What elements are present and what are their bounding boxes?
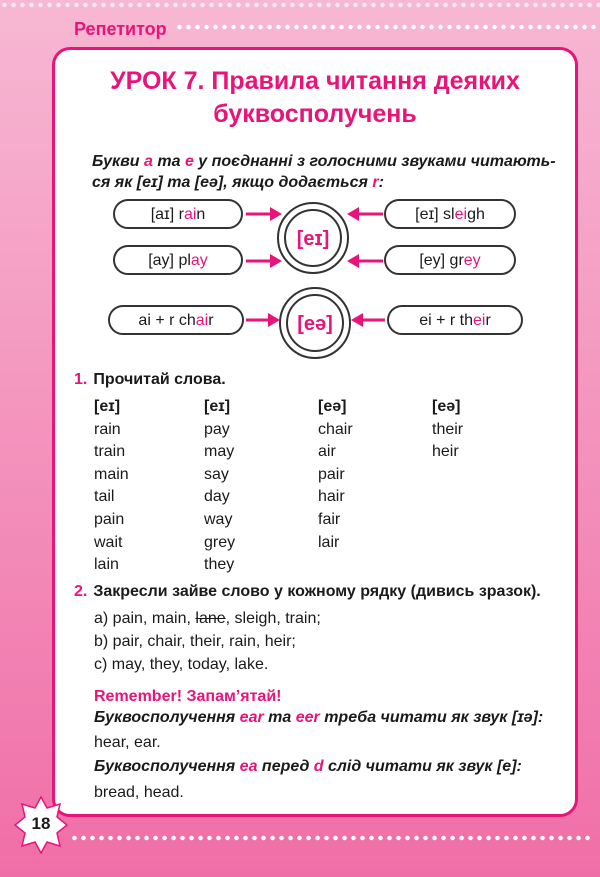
word: their [432, 420, 464, 438]
circle-ei: [eɪ] [284, 209, 342, 267]
rule-highlight: ea [239, 758, 258, 775]
word: may [204, 443, 235, 461]
word: tail [94, 488, 115, 506]
rule-ear-eer [94, 709, 543, 727]
task1-label: Прочитай слова. [93, 371, 226, 388]
lesson-title [52, 65, 578, 131]
pill-highlight: ay [190, 252, 208, 269]
task2-row-a [94, 610, 321, 628]
column-header: [eɪ] [204, 398, 231, 415]
word: main [94, 465, 129, 483]
word-column [94, 396, 129, 577]
lesson-title-line2: буквосполучень [213, 100, 417, 128]
word-column [432, 396, 463, 464]
word: fair [318, 510, 341, 528]
word: wait [94, 533, 123, 551]
rule-text: слід читати як звук [e]: [323, 758, 522, 775]
arrow-left-icon [351, 312, 385, 328]
letter-r: r [372, 174, 379, 191]
header-label: Репетитор [74, 19, 167, 39]
arrow-right-icon [246, 312, 280, 328]
word: pair [318, 465, 345, 483]
word: say [204, 465, 229, 483]
pill-text: [eɪ] sl [415, 206, 455, 223]
rule-text: перед [257, 758, 314, 775]
lesson-title-line1: УРОК 7. Правила читання деяких [110, 67, 520, 95]
word: rain [94, 420, 121, 438]
rule-text: та [263, 709, 296, 726]
intro-part: Букви [92, 153, 145, 170]
rule-text: треба читати як звук [ɪə]: [319, 709, 544, 726]
task2-row-c: c) may, they, today, lake. [94, 656, 269, 673]
intro-text [92, 151, 562, 193]
word: air [318, 443, 336, 461]
rule-ea-d [94, 758, 522, 776]
pill-text: [ay] pl [148, 252, 191, 269]
intro-part: та [152, 153, 185, 170]
word: pay [204, 420, 230, 438]
pill-sleigh [384, 199, 516, 229]
pill-text: [aɪ] r [150, 206, 184, 223]
pill-their [387, 305, 523, 335]
pill-text: ei + r th [419, 312, 474, 329]
rule-highlight: d [313, 758, 324, 775]
rule-highlight: eer [295, 709, 320, 726]
word: day [204, 488, 230, 506]
word: they [204, 556, 235, 574]
pill-grey [384, 245, 516, 275]
task2-number: 2. [74, 583, 88, 600]
example-1: hear, ear. [94, 734, 161, 751]
task2-heading [74, 583, 541, 601]
header-dotted-line [175, 22, 600, 32]
arrow-right-icon [246, 206, 282, 222]
word: heir [432, 443, 459, 461]
word: chair [318, 420, 353, 438]
page-number: 18 [31, 814, 51, 833]
task2-row-b: b) pair, chair, their, rain, heir; [94, 633, 296, 650]
pill-highlight: ai [183, 206, 197, 223]
intro-part: ся як [eɪ] та [eə], якщо додається [92, 174, 373, 191]
word-column [204, 396, 235, 577]
pill-highlight: ai [195, 312, 209, 329]
pill-highlight: ei [454, 206, 468, 223]
rule-text: Буквосполучення [94, 758, 240, 775]
row-text: , sleigh, train; [225, 610, 321, 627]
pill-text: r [485, 312, 491, 329]
word: lair [318, 533, 340, 551]
intro-part: у поєднанні з голосними звуками читають- [193, 153, 556, 170]
intro-part: : [378, 174, 384, 191]
row-text: a) pain, main, [94, 610, 196, 627]
struck-word: lane [195, 610, 226, 627]
circle-ea: [eə] [286, 294, 344, 352]
word: grey [204, 533, 236, 551]
task1-heading [74, 371, 226, 389]
pill-chair [108, 305, 244, 335]
task2-label: Закресли зайве слово у кожному рядку (дивись зразок). [93, 583, 541, 600]
column-header: [eə] [432, 398, 461, 415]
task1-number: 1. [74, 371, 88, 388]
word: pain [94, 510, 125, 528]
footer-dotted-line [70, 833, 590, 843]
word: train [94, 443, 126, 461]
column-header: [eə] [318, 398, 347, 415]
rule-highlight: ear [239, 709, 264, 726]
column-header: [eɪ] [94, 398, 121, 415]
arrow-left-icon [347, 253, 383, 269]
pill-highlight: ey [463, 252, 481, 269]
top-dotted-border [0, 0, 600, 10]
example-2: bread, head. [94, 784, 184, 801]
word: way [204, 510, 233, 528]
pill-text: [ey] gr [419, 252, 464, 269]
pill-text: r [208, 312, 214, 329]
word-column [318, 396, 353, 554]
pill-play [113, 245, 243, 275]
word: hair [318, 488, 345, 506]
letter-a: a [144, 153, 153, 170]
arrow-right-icon [246, 253, 282, 269]
pill-rain [113, 199, 243, 229]
pill-highlight: ei [473, 312, 486, 329]
rule-text: Буквосполучення [94, 709, 240, 726]
pill-text: gh [467, 206, 485, 223]
pill-text: n [196, 206, 206, 223]
arrow-left-icon [347, 206, 383, 222]
pill-text: ai + r ch [138, 312, 196, 329]
remember-heading: Remember! Запам’ятай! [94, 688, 282, 705]
word: lain [94, 556, 119, 574]
letter-e: e [184, 153, 194, 170]
